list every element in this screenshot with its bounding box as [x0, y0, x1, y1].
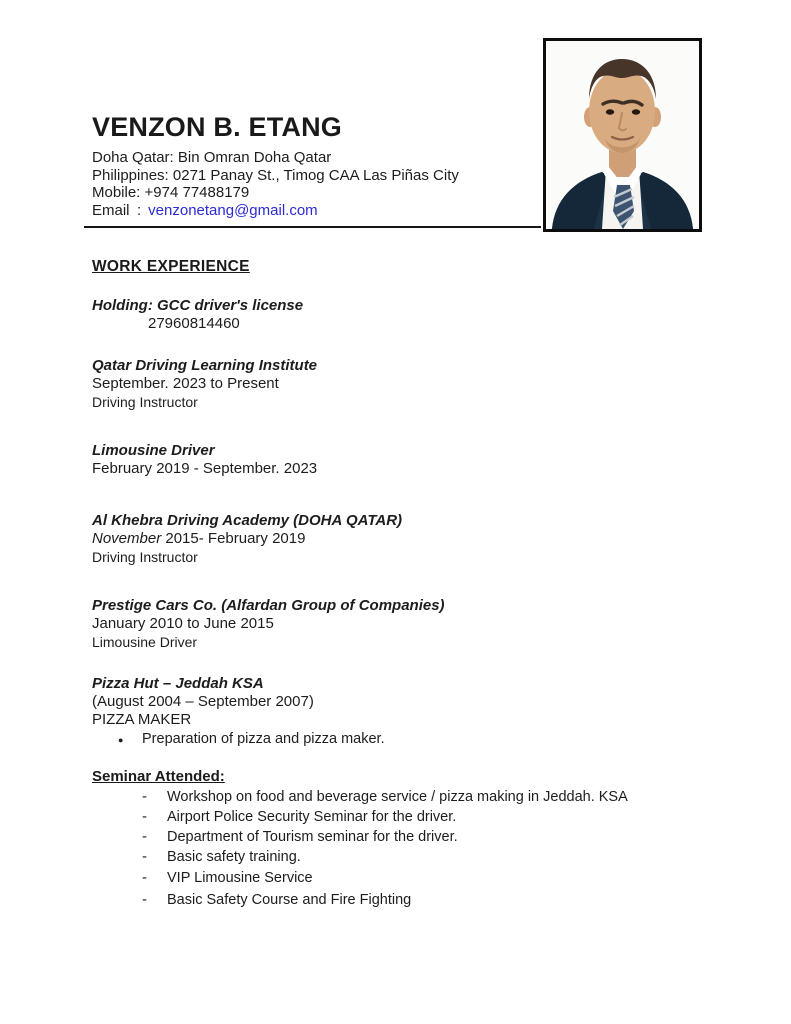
address-doha: Doha Qatar: Bin Omran Doha Qatar: [92, 149, 332, 166]
section-title-work-experience: WORK EXPERIENCE: [92, 258, 250, 275]
section-title-seminar-attended: Seminar Attended:: [92, 768, 225, 785]
job-period: (August 2004 – September 2007): [92, 693, 314, 710]
dash-icon: -: [142, 787, 147, 805]
license-title: Holding: GCC driver's license: [92, 297, 304, 314]
job-period: January 2010 to June 2015: [92, 615, 274, 632]
seminar-item: - Airport Police Security Seminar for the driver.: [142, 807, 457, 825]
dash-icon: -: [142, 890, 147, 908]
header-divider: [84, 226, 541, 228]
mobile-number: Mobile: +974 77488179: [92, 184, 250, 201]
email-link[interactable]: venzonetang@gmail.com: [148, 201, 318, 219]
job-title: Al Khebra Driving Academy (DOHA QATAR): [92, 512, 403, 529]
bullet-text: Preparation of pizza and pizza maker.: [142, 731, 385, 747]
seminar-item: - Basic Safety Course and Fire Fighting: [142, 890, 412, 908]
seminar-item: - Workshop on food and beverage service / pizza making in Jeddah. KSA: [142, 787, 628, 805]
dash-icon: -: [142, 869, 147, 886]
applicant-photo: [543, 38, 702, 232]
job-role: Limousine Driver: [92, 634, 198, 650]
job-prestige-cars: [92, 597, 445, 651]
dash-icon: -: [142, 807, 147, 825]
job-title: Qatar Driving Learning Institute: [92, 357, 318, 374]
job-period: September. 2023 to Present: [92, 375, 279, 392]
bullet-icon: ●: [118, 735, 124, 745]
email-colon: :: [137, 201, 142, 219]
job-role: PIZZA MAKER: [92, 711, 192, 728]
email-label: Email: [92, 201, 130, 219]
job-qatar-driving-learning-institute: [92, 357, 317, 411]
applicant-name: VENZON B. ETANG: [92, 112, 343, 142]
email-line: [92, 202, 532, 220]
job-limousine-driver: [92, 442, 317, 477]
headshot-illustration: [546, 41, 699, 229]
job-al-khebra-driving-academy: [92, 512, 402, 566]
address-philippines: Philippines: 0271 Panay St., Timog CAA Las Piñas City: [92, 166, 459, 184]
job-role: Driving Instructor: [92, 394, 198, 410]
dash-icon: -: [142, 827, 147, 845]
seminar-item: - Department of Tourism seminar for the driver.: [142, 827, 458, 845]
job-period-rest: 2015- February 2019: [161, 530, 306, 547]
license-block: [92, 297, 303, 332]
header: [92, 112, 532, 219]
dash-icon: -: [142, 847, 147, 865]
license-number: 27960814460: [148, 315, 240, 332]
job-title: Prestige Cars Co. (Alfardan Group of Companies): [92, 597, 445, 614]
job-role: Driving Instructor: [92, 549, 198, 565]
seminar-item: - VIP Limousine Service: [142, 869, 313, 886]
job-pizza-hut: [92, 675, 385, 748]
seminar-item: - Basic safety training.: [142, 847, 301, 865]
job-bullet-item: [92, 731, 385, 748]
job-title: Limousine Driver: [92, 442, 215, 459]
seminar-section: [92, 768, 628, 908]
job-period: [92, 530, 402, 547]
job-period-lead: November: [92, 530, 162, 547]
job-period: February 2019 - September. 2023: [92, 460, 318, 477]
job-title: Pizza Hut – Jeddah KSA: [92, 675, 264, 692]
